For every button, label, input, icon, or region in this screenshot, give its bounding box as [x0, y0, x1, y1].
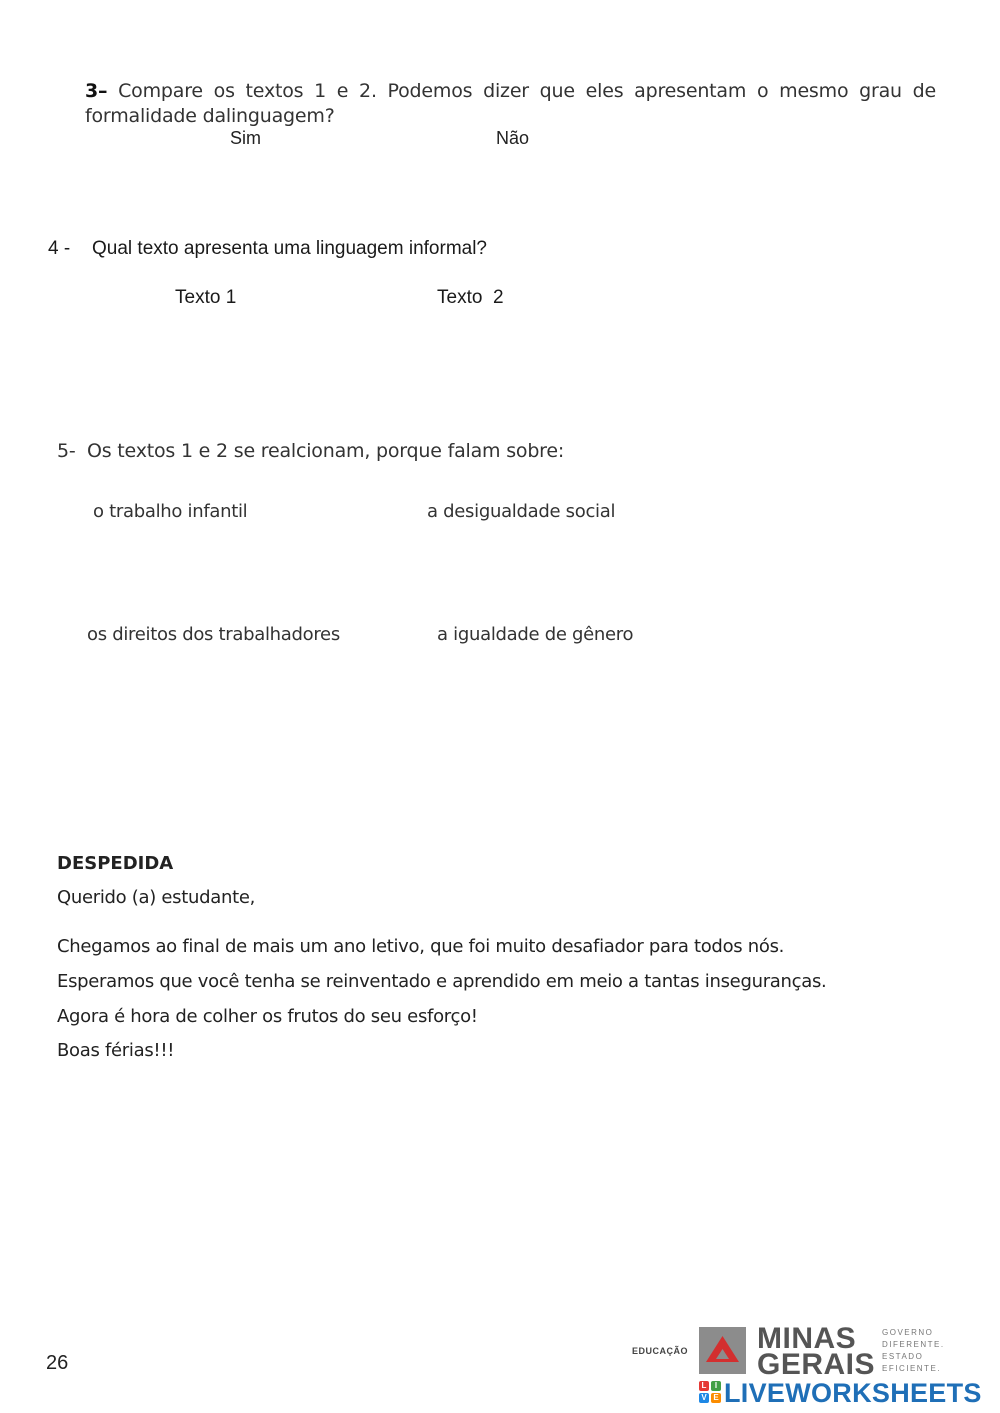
despedida-line: Esperamos que você tenha se reinventado e aprendido em meio a tantas inseguranças.: [57, 971, 827, 992]
gov-tagline-1: GOVERNO: [882, 1328, 934, 1337]
gov-tagline-4: EFICIENTE.: [882, 1364, 942, 1373]
despedida-greeting: Querido (a) estudante,: [57, 887, 256, 908]
question-3-text: Compare os textos 1 e 2. Podemos dizer que eles apresentam o mesmo grau de formalidade dalinguagem?: [85, 80, 937, 127]
option-igualdade-genero[interactable]: a igualdade de gênero: [437, 624, 634, 645]
liveworksheets-badge: I: [711, 1381, 721, 1391]
logo-gerais: GERAIS: [757, 1348, 876, 1381]
option-direitos-trabalhadores[interactable]: os direitos dos trabalhadores: [87, 624, 340, 645]
option-texto-1[interactable]: Texto 1: [175, 287, 237, 308]
despedida-line: Agora é hora de colher os frutos do seu esforço!: [57, 1006, 478, 1027]
gov-tagline-2: DIFERENTE.: [882, 1340, 945, 1349]
question-4-text: Qual texto apresenta uma linguagem informal?: [92, 238, 488, 259]
minas-gerais-triangle-icon: [699, 1327, 746, 1374]
question-4-number: 4 -: [48, 238, 71, 259]
despedida-line: Chegamos ao final de mais um ano letivo, que foi muito desafiador para todos nós.: [57, 936, 785, 957]
option-desigualdade-social[interactable]: a desigualdade social: [427, 501, 616, 522]
gov-tagline-3: ESTADO: [882, 1352, 924, 1361]
despedida-title: DESPEDIDA: [57, 853, 174, 874]
liveworksheets-badge: V: [699, 1393, 709, 1403]
liveworksheets-badge: L: [699, 1381, 709, 1391]
question-3: [85, 79, 936, 129]
question-5-number: 5-: [57, 440, 76, 462]
question-3-number: 3–: [85, 80, 108, 102]
minas-gerais-logo-box: [699, 1327, 746, 1374]
page-number: 26: [46, 1352, 69, 1374]
option-nao[interactable]: Não: [496, 128, 530, 148]
option-texto-2[interactable]: Texto 2: [437, 287, 504, 308]
question-5-text: Os textos 1 e 2 se realcionam, porque falam sobre:: [87, 440, 565, 462]
despedida-line: Boas férias!!!: [57, 1040, 175, 1061]
liveworksheets-watermark[interactable]: LIVEWORKSHEETS: [724, 1378, 982, 1408]
liveworksheets-badge: E: [711, 1393, 721, 1403]
option-sim[interactable]: Sim: [230, 128, 261, 148]
education-label: EDUCAÇÃO: [632, 1346, 689, 1356]
logo-minas: MINAS: [757, 1322, 857, 1355]
option-trabalho-infantil[interactable]: o trabalho infantil: [93, 501, 248, 522]
